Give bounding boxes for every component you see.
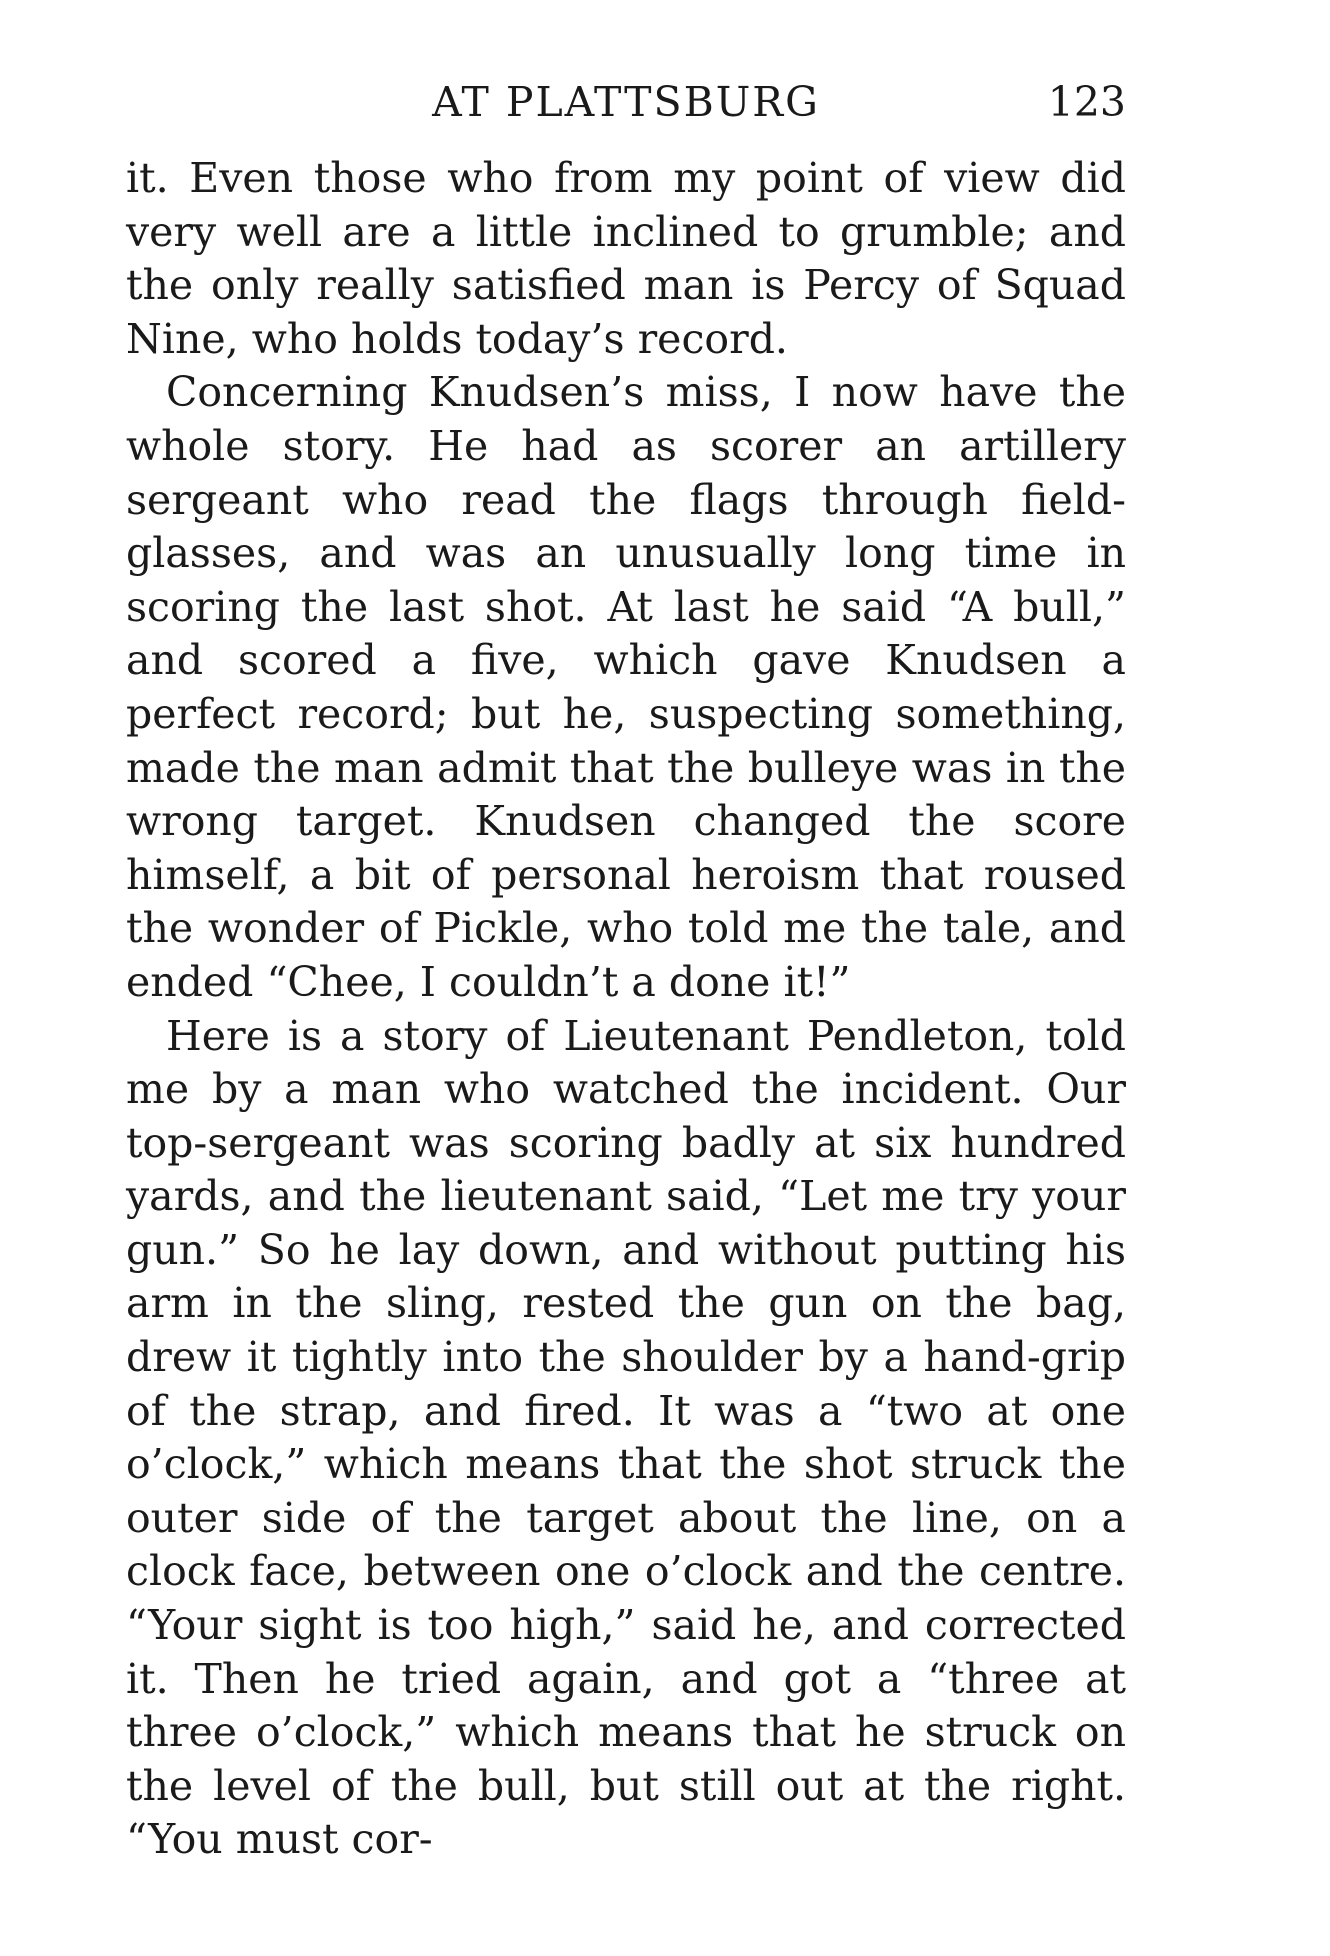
- body-text: [126, 152, 1126, 1867]
- running-title: AT PLATTSBURG: [432, 78, 820, 126]
- page-number: 123: [1047, 78, 1126, 126]
- paragraph-3: Here is a story of Lieutenant Pendleton, told me by a man who watched the incident. Our top-sergeant was scoring badly at six hundred yards, and the lieutenant said, “Let me try your gun.” So he lay down, and without putting his arm in the sling, rested the gun on the bag, drew it tightly into the shoulder by a hand-grip of the strap, and fired. It was a “two at one o’clock,” which means that the shot struck the outer side of the target about the line, on a clock face, between one o’clock and the centre. “Your sight is too high,” said he, and corrected it. Then he tried again, and got a “three at three o’clock,” which means that he struck on the level of the bull, but still out at the right. “You must cor-: [126, 1011, 1126, 1864]
- paragraph-2: Concerning Knudsen’s miss, I now have the whole story. He had as scorer an artillery sergeant who read the flags through field-glasses, and was an unusually long time in scoring the last shot. At last he said “A bull,” and scored a five, which gave Knudsen a perfect record; but he, suspecting something, made the man admit that the bulleye was in the wrong target. Knudsen changed the score himself, a bit of personal heroism that roused the wonder of Pickle, who told me the tale, and ended “Chee, I couldn’t a done it!”: [126, 368, 1126, 1006]
- book-page: [126, 70, 1126, 1867]
- paragraph-1: it. Even those who from my point of view did very well are a little inclined to grumble; and the only really satisfied man is Percy of Squad Nine, who holds today’s record.: [126, 154, 1126, 363]
- running-head: [126, 70, 1126, 130]
